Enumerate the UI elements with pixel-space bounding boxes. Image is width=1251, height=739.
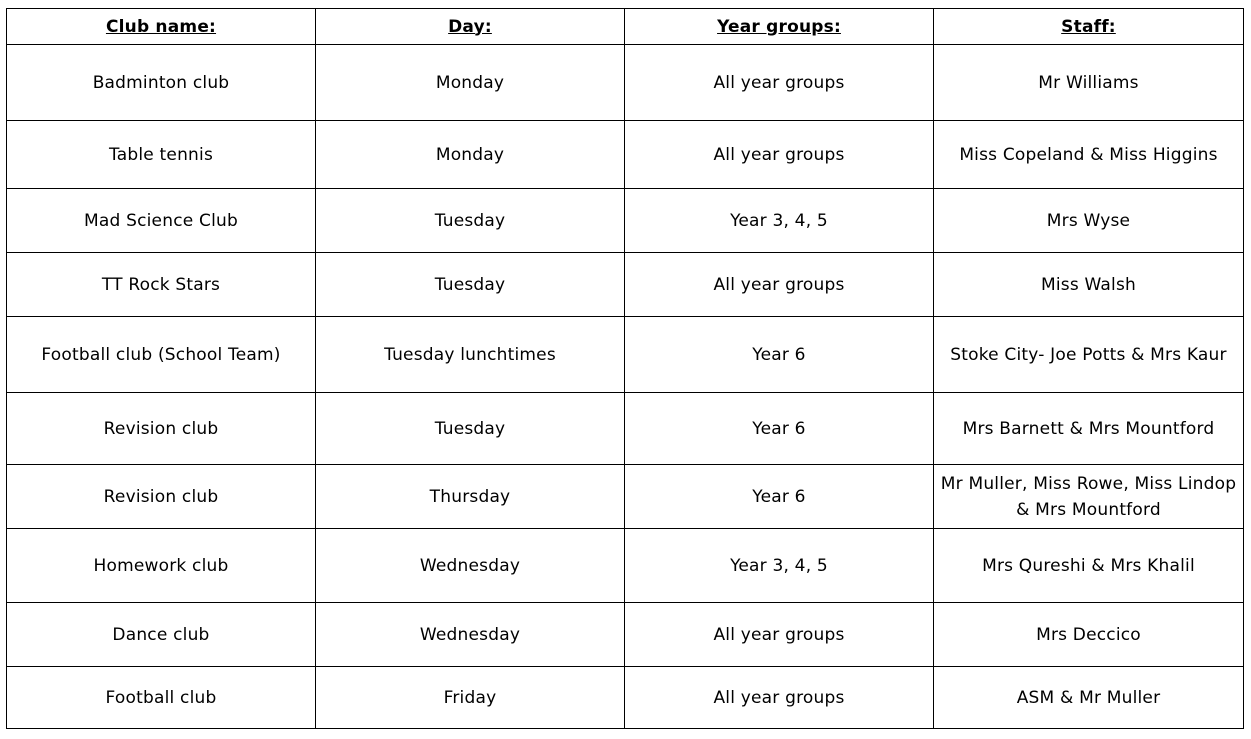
- cell-club-name: Football club (School Team): [7, 317, 316, 393]
- table-row: [7, 465, 1244, 529]
- cell-year-groups: All year groups: [625, 253, 934, 317]
- cell-club-name: Mad Science Club: [7, 189, 316, 253]
- cell-day: Tuesday lunchtimes: [316, 317, 625, 393]
- cell-staff: Mrs Qureshi & Mrs Khalil: [934, 529, 1244, 603]
- cell-club-name: TT Rock Stars: [7, 253, 316, 317]
- cell-day: Thursday: [316, 465, 625, 529]
- cell-staff: Mrs Wyse: [934, 189, 1244, 253]
- table-row: [7, 529, 1244, 603]
- header-row: [7, 9, 1244, 45]
- cell-club-name: Table tennis: [7, 121, 316, 189]
- cell-staff: Stoke City- Joe Potts & Mrs Kaur: [934, 317, 1244, 393]
- table-row: [7, 603, 1244, 667]
- table-row: [7, 667, 1244, 729]
- header-day: Day:: [316, 9, 625, 45]
- cell-year-groups: All year groups: [625, 45, 934, 121]
- cell-staff: Mr Muller, Miss Rowe, Miss Lindop & Mrs Mountford: [934, 465, 1244, 529]
- cell-day: Tuesday: [316, 393, 625, 465]
- cell-staff: Mrs Barnett & Mrs Mountford: [934, 393, 1244, 465]
- clubs-table: [6, 8, 1244, 729]
- cell-club-name: Homework club: [7, 529, 316, 603]
- table-row: [7, 317, 1244, 393]
- table-row: [7, 393, 1244, 465]
- cell-year-groups: All year groups: [625, 121, 934, 189]
- cell-staff: Mr Williams: [934, 45, 1244, 121]
- cell-club-name: Revision club: [7, 465, 316, 529]
- cell-year-groups: Year 6: [625, 393, 934, 465]
- cell-year-groups: All year groups: [625, 667, 934, 729]
- cell-year-groups: All year groups: [625, 603, 934, 667]
- cell-year-groups: Year 6: [625, 317, 934, 393]
- table-row: [7, 121, 1244, 189]
- header-year-groups: Year groups:: [625, 9, 934, 45]
- cell-staff: Miss Walsh: [934, 253, 1244, 317]
- cell-staff: Mrs Deccico: [934, 603, 1244, 667]
- cell-day: Monday: [316, 45, 625, 121]
- cell-year-groups: Year 3, 4, 5: [625, 529, 934, 603]
- cell-day: Tuesday: [316, 253, 625, 317]
- cell-day: Tuesday: [316, 189, 625, 253]
- cell-club-name: Football club: [7, 667, 316, 729]
- table-row: [7, 45, 1244, 121]
- cell-club-name: Dance club: [7, 603, 316, 667]
- header-club-name: Club name:: [7, 9, 316, 45]
- cell-day: Wednesday: [316, 529, 625, 603]
- cell-year-groups: Year 6: [625, 465, 934, 529]
- table-row: [7, 189, 1244, 253]
- cell-day: Friday: [316, 667, 625, 729]
- cell-year-groups: Year 3, 4, 5: [625, 189, 934, 253]
- header-staff: Staff:: [934, 9, 1244, 45]
- cell-club-name: Revision club: [7, 393, 316, 465]
- table-row: [7, 253, 1244, 317]
- cell-day: Wednesday: [316, 603, 625, 667]
- cell-club-name: Badminton club: [7, 45, 316, 121]
- cell-staff: ASM & Mr Muller: [934, 667, 1244, 729]
- cell-day: Monday: [316, 121, 625, 189]
- cell-staff: Miss Copeland & Miss Higgins: [934, 121, 1244, 189]
